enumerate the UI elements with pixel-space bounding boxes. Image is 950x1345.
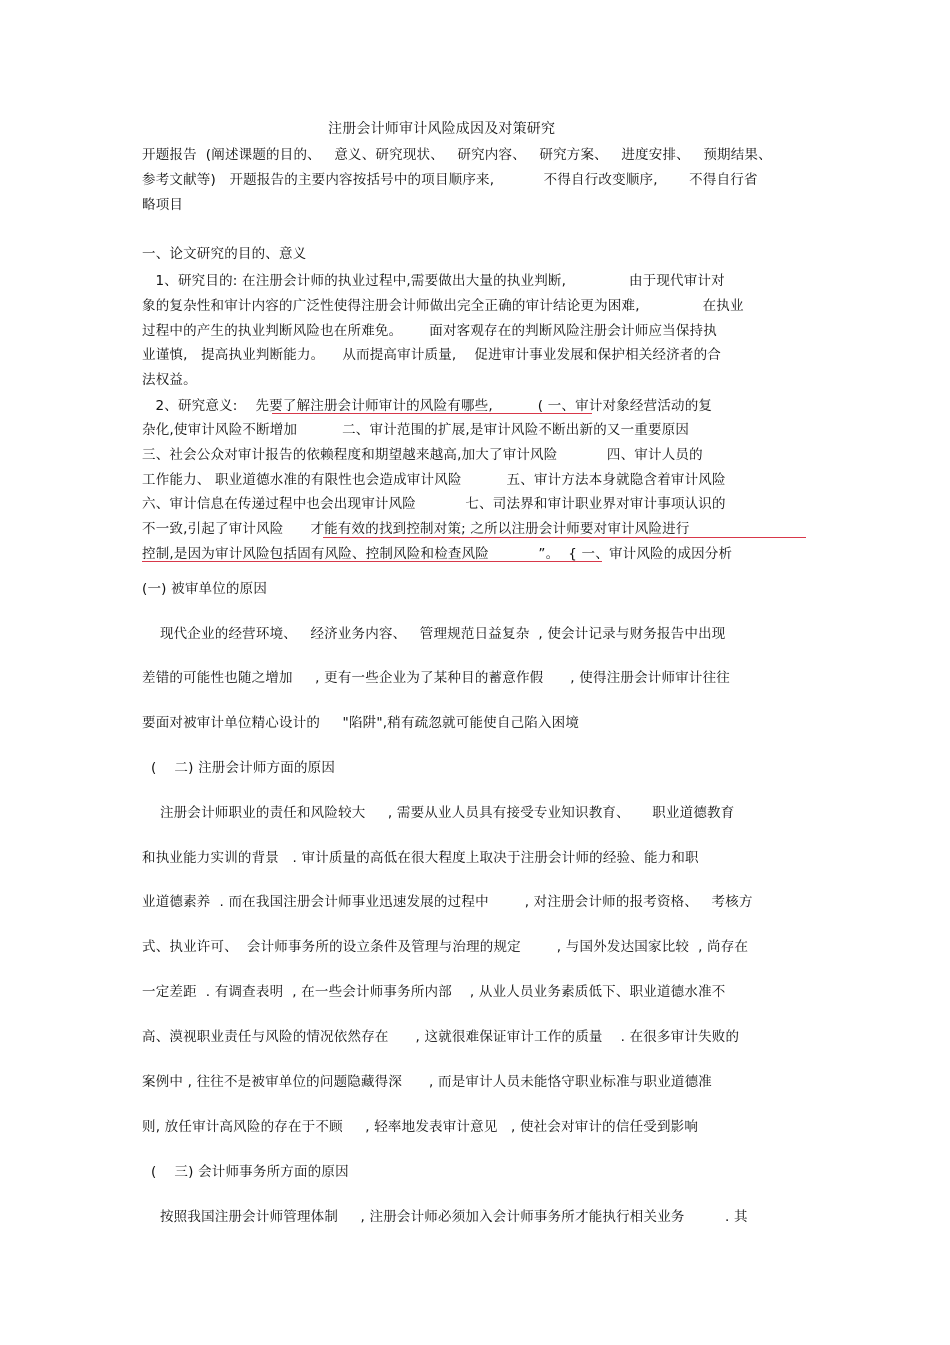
- paragraph-line: 控制,是因为审计风险包括固有风险、控制风险和检查风险 ”。 { 一、审计风险的成因分析: [142, 546, 733, 562]
- intro-line: 略项目: [142, 197, 184, 213]
- paragraph-line: 工作能力、 职业道德水准的有限性也会造成审计风险 五、审计方法本身就隐含着审计风险: [142, 472, 726, 488]
- paragraph-line: 不一致,引起了审计风险 才能有效的找到控制对策; 之所以注册会计师要对审计风险进行: [142, 521, 690, 537]
- section-heading: 一、论文研究的目的、意义: [142, 246, 307, 262]
- red-underline: [272, 413, 592, 414]
- paragraph-line: 一定差距 . 有调查表明 , 在一些会计师事务所内部 , 从业人员业务素质低下、职业道德水准不: [142, 984, 726, 1000]
- subsection-heading: (一) 被审单位的原因: [142, 581, 268, 597]
- paragraph-line: 和执业能力实训的背景 . 审计质量的高低在很大程度上取决于注册会计师的经验、能力和职: [142, 850, 699, 866]
- paragraph-line: 2、研究意义: 先要了解注册会计师审计的风险有哪些, ( 一、审计对象经营活动的复: [142, 398, 713, 414]
- red-underline: [323, 537, 806, 538]
- red-underline: [142, 561, 602, 562]
- paragraph-line: 注册会计师职业的责任和风险较大 , 需要从业人员具有接受专业知识教育、 职业道德教育: [142, 805, 735, 821]
- paragraph-line: 要面对被审计单位精心设计的 "陷阱",稍有疏忽就可能使自己陷入困境: [142, 715, 580, 731]
- subsection-heading: ( 三) 会计师事务所方面的原因: [142, 1164, 349, 1180]
- paragraph-line: 法权益。: [142, 372, 197, 388]
- paragraph-line: 高、漠视职业责任与风险的情况依然存在 , 这就很难保证审计工作的质量 . 在很多审计失败的: [142, 1029, 740, 1045]
- document-title: 注册会计师审计风险成因及对策研究: [328, 121, 556, 137]
- paragraph-line: 杂化,使审计风险不断增加 二、审计范围的扩展,是审计风险不断出新的又一重要原因: [142, 422, 690, 438]
- paragraph-line: 式、执业许可、 会计师事务所的设立条件及管理与治理的规定 , 与国外发达国家比较 , 尚存在: [142, 939, 749, 955]
- paragraph-line: 象的复杂性和审计内容的广泛性使得注册会计师做出完全正确的审计结论更为困难, 在执业: [142, 298, 744, 314]
- paragraph-line: 现代企业的经营环境、 经济业务内容、 管理规范日益复杂 , 使会计记录与财务报告中出现: [142, 626, 726, 642]
- subsection-heading: ( 二) 注册会计师方面的原因: [142, 760, 336, 776]
- paragraph-line: 业道德素养 . 而在我国注册会计师事业迅速发展的过程中 , 对注册会计师的报考资格、 考核方: [142, 894, 753, 910]
- paragraph-line: 过程中的产生的执业判断风险也在所难免。 面对客观存在的判断风险注册会计师应当保持执: [142, 323, 717, 339]
- paragraph-line: 业谨慎, 提高执业判断能力。 从而提高审计质量, 促进审计事业发展和保护相关经济者的合: [142, 347, 721, 363]
- paragraph-line: 差错的可能性也随之增加 , 更有一些企业为了某种目的蓄意作假 , 使得注册会计师审计往往: [142, 670, 730, 686]
- paragraph-line: 案例中 , 往往不是被审单位的问题隐藏得深 , 而是审计人员未能恪守职业标准与职业道德准: [142, 1074, 713, 1090]
- paragraph-line: 则, 放任审计高风险的存在于不顾 , 轻率地发表审计意见 , 使社会对审计的信任受到影响: [142, 1119, 699, 1135]
- paragraph-line: 三、社会公众对审计报告的依赖程度和期望越来越高,加大了审计风险 四、审计人员的: [142, 447, 703, 463]
- paragraph-line: 按照我国注册会计师管理体制 , 注册会计师必须加入会计师事务所才能执行相关业务 . 其: [142, 1209, 748, 1225]
- intro-line: 参考文献等) 开题报告的主要内容按括号中的项目顺序来, 不得自行改变顺序, 不得自行省: [142, 172, 758, 188]
- paragraph-line: 1、研究目的: 在注册会计师的执业过程中,需要做出大量的执业判断, 由于现代审计对: [142, 273, 725, 289]
- intro-line: 开题报告 (阐述课题的目的、 意义、研究现状、 研究内容、 研究方案、 进度安排、 预期结果、: [142, 147, 772, 163]
- paragraph-line: 六、审计信息在传递过程中也会出现审计风险 七、司法界和审计职业界对审计事项认识的: [142, 496, 726, 512]
